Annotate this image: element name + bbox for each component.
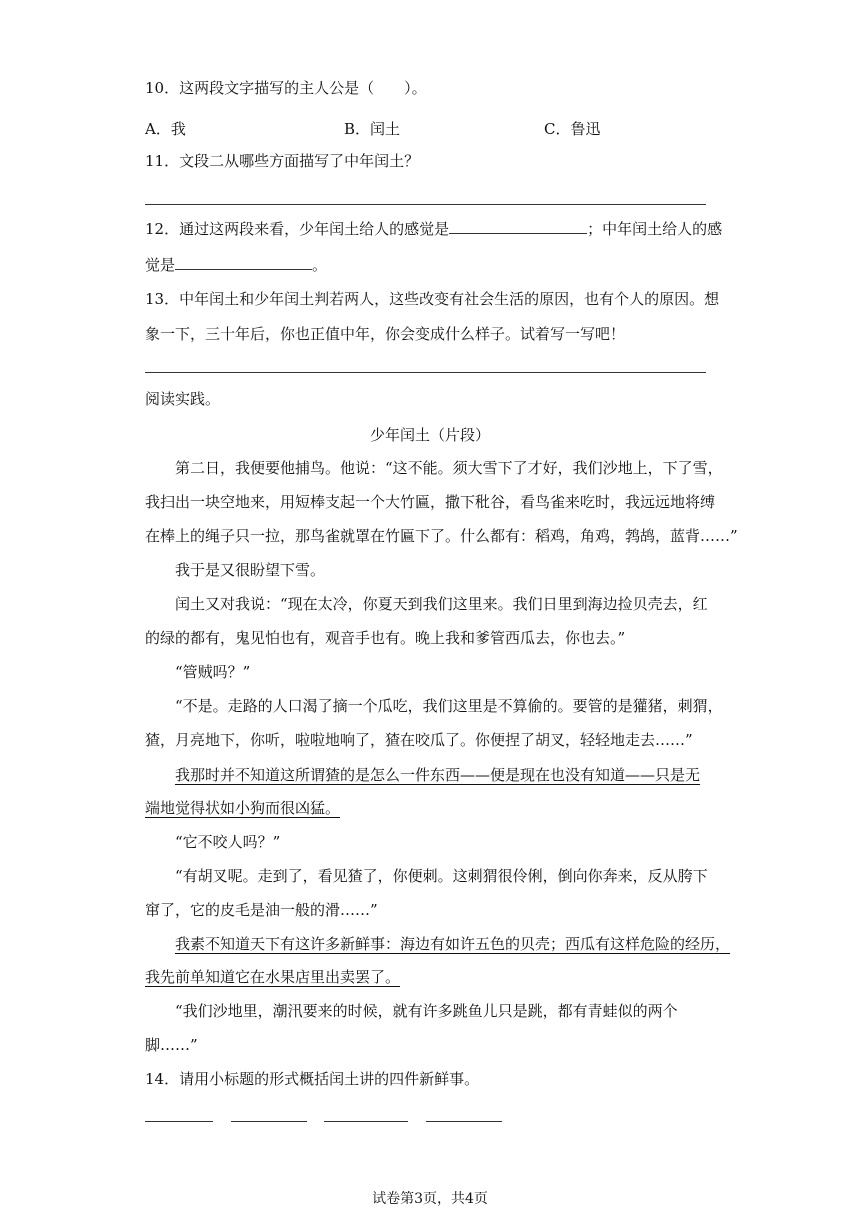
passage-line: “它不咬人吗？” (175, 833, 281, 851)
passage-title: 少年闰土（片段） (369, 426, 490, 444)
underlined-sentence: 我先前单知道它在水果店里出卖罢了。 (145, 968, 401, 986)
q14-blank-1 (145, 1121, 213, 1122)
underlined-sentence: 端地觉得状如小狗而很凶猛。 (145, 799, 341, 817)
section-heading: 阅读实践。 (145, 390, 221, 408)
q13-line1: 13．中年闰土和少年闰土判若两人，这些改变有社会生活的原因，也有个人的原因。想 (145, 290, 720, 308)
q10-option-b: B．闰土 (344, 120, 401, 138)
passage-line: 我扫出一块空地来，用短棒支起一个大竹匾，撒下秕谷，看鸟雀来吃时，我远远地将缚 (145, 493, 716, 511)
passage-line: 的绿的都有，鬼见怕也有，观音手也有。晚上我和爹管西瓜去，你也去。” (145, 629, 626, 647)
passage-line: 脚……” (145, 1036, 198, 1054)
page-footer: 试卷第3页，共4页 (372, 1191, 488, 1207)
q10-option-a: A．我 (145, 120, 186, 138)
q12-text-3: 觉是 (145, 256, 176, 274)
q12-blank-1 (449, 219, 587, 234)
q12-line1 (145, 219, 722, 239)
underlined-sentence: 我那时并不知道这所谓猹的是怎么一件东西——便是现在也没有知道——只是无 (175, 766, 701, 784)
passage-line: “管贼吗？” (175, 663, 251, 681)
q12-text-1: 12．通过这两段来看，少年闰土给人的感觉是 (145, 220, 450, 238)
q14-blank-3 (324, 1121, 408, 1122)
q12-text-2: ；中年闰土给人的感 (587, 220, 723, 238)
passage-line: 闰土又对我说：“现在太冷，你夏天到我们这里来。我们日里到海边捡贝壳去，红 (175, 595, 708, 613)
q10-option-c: C．鲁迅 (544, 120, 601, 138)
q14-blank-2 (231, 1121, 307, 1122)
underlined-sentence: 我素不知道天下有这许多新鲜事：海边有如许五色的贝壳；西瓜有这样危险的经历， (175, 935, 731, 953)
passage-line: “有胡叉呢。走到了，看见猹了，你便刺。这刺猬很伶俐，倒向你奔来，反从胯下 (175, 867, 708, 885)
q13-line2: 象一下，三十年后，你也正值中年，你会变成什么样子。试着写一写吧！ (145, 325, 626, 343)
passage-line: “不是。走路的人口渴了摘一个瓜吃，我们这里是不算偷的。要管的是獾猪，刺猬， (175, 697, 723, 715)
q14-blank-4 (426, 1121, 502, 1122)
q11-answer-line (145, 204, 706, 205)
passage-line: 我于是又很盼望下雪。 (175, 561, 326, 579)
q12-blank-2 (175, 255, 312, 270)
passage-line: 猹，月亮地下，你听，啦啦地响了，猹在咬瓜了。你便捏了胡叉，轻轻地走去……” (145, 731, 693, 749)
q13-answer-line (145, 372, 706, 373)
q10-question: 10．这两段文字描写的主人公是（ ）。 (145, 79, 427, 97)
passage-line: “我们沙地里，潮汛要来的时候，就有许多跳鱼儿只是跳，都有青蛙似的两个 (175, 1002, 678, 1020)
q11-question: 11．文段二从哪些方面描写了中年闰土？ (145, 152, 420, 170)
q12-text-4: 。 (312, 256, 328, 274)
passage-line: 第二日，我便要他捕鸟。他说：“这不能。须大雪下了才好，我们沙地上，下了雪， (175, 459, 723, 477)
q14-question: 14．请用小标题的形式概括闰土讲的四件新鲜事。 (145, 1070, 480, 1088)
passage-line: 在棒上的绳子只一拉，那鸟雀就罩在竹匾下了。什么都有：稻鸡，角鸡，鹁鸪，蓝背……” (145, 527, 738, 545)
q12-line2 (145, 255, 327, 275)
passage-line: 窜了，它的皮毛是油一般的滑……” (145, 901, 378, 919)
